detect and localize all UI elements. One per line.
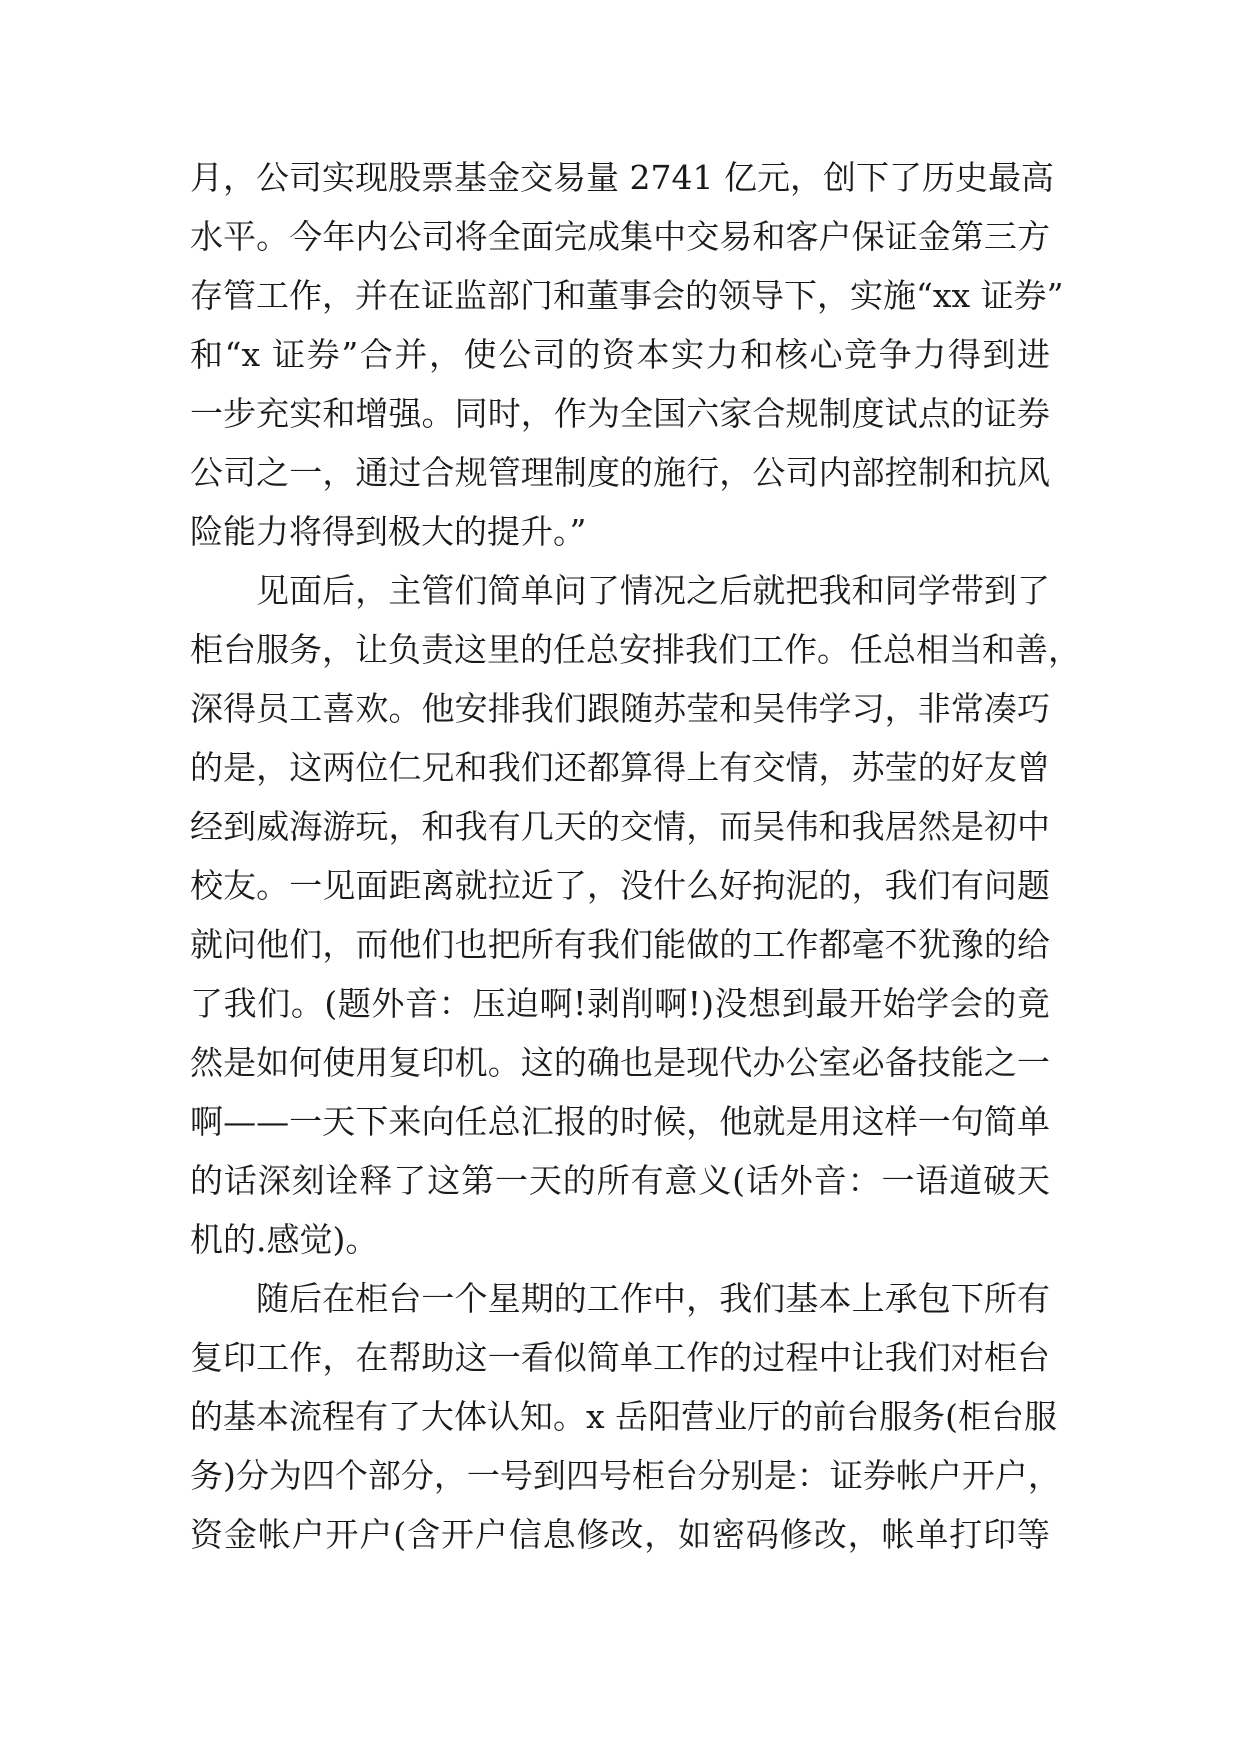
text-line: 和“x 证券”合并，使公司的资本实力和核心竞争力得到进 (190, 335, 1050, 374)
text-line: 水平。今年内公司将全面完成集中交易和客户保证金第三方 (190, 217, 1050, 256)
text-line: 啊——一天下来向任总汇报的时候，他就是用这样一句简单 (190, 1102, 1050, 1141)
text-line: 机的.感觉)。 (190, 1220, 379, 1259)
text-line: 务)分为四个部分，一号到四号柜台分别是：证券帐户开户， (190, 1456, 1061, 1495)
text-line: 存管工作，并在证监部门和董事会的领导下，实施“xx 证券” (190, 276, 1064, 315)
text-line: 了我们。(题外音：压迫啊!剥削啊!)没想到最开始学会的竟 (190, 984, 1050, 1023)
text-line: 的是，这两位仁兄和我们还都算得上有交情，苏莹的好友曾 (190, 748, 1050, 787)
body-text (190, 148, 1081, 1564)
text-line: 月，公司实现股票基金交易量 2741 亿元，创下了历史最高 (190, 158, 1054, 197)
text-line: 复印工作，在帮助这一看似简单工作的过程中让我们对柜台 (190, 1338, 1050, 1377)
text-line: 经到威海游玩，和我有几天的交情，而吴伟和我居然是初中 (190, 807, 1050, 846)
text-line: 深得员工喜欢。他安排我们跟随苏莹和吴伟学习，非常凑巧 (190, 689, 1050, 728)
text-line: 柜台服务，让负责这里的任总安排我们工作。任总相当和善， (190, 630, 1081, 669)
text-line: 一步充实和增强。同时，作为全国六家合规制度试点的证券 (190, 394, 1050, 433)
text-line: 的话深刻诠释了这第一天的所有意义(话外音：一语道破天 (190, 1161, 1050, 1200)
text-line: 公司之一，通过合规管理制度的施行，公司内部控制和抗风 (190, 453, 1050, 492)
text-line: 的基本流程有了大体认知。x 岳阳营业厅的前台服务(柜台服 (190, 1397, 1057, 1436)
text-line: 资金帐户开户(含开户信息修改，如密码修改，帐单打印等 (190, 1515, 1050, 1554)
text-line: 校友。一见面距离就拉近了，没什么好拘泥的，我们有问题 (190, 866, 1050, 905)
text-line: 随后在柜台一个星期的工作中，我们基本上承包下所有 (256, 1279, 1050, 1318)
text-line: 险能力将得到极大的提升。” (190, 512, 587, 551)
text-line: 然是如何使用复印机。这的确也是现代办公室必备技能之一 (190, 1043, 1050, 1082)
text-line: 见面后，主管们简单问了情况之后就把我和同学带到了 (256, 571, 1050, 610)
text-line: 就问他们，而他们也把所有我们能做的工作都毫不犹豫的给 (190, 925, 1050, 964)
